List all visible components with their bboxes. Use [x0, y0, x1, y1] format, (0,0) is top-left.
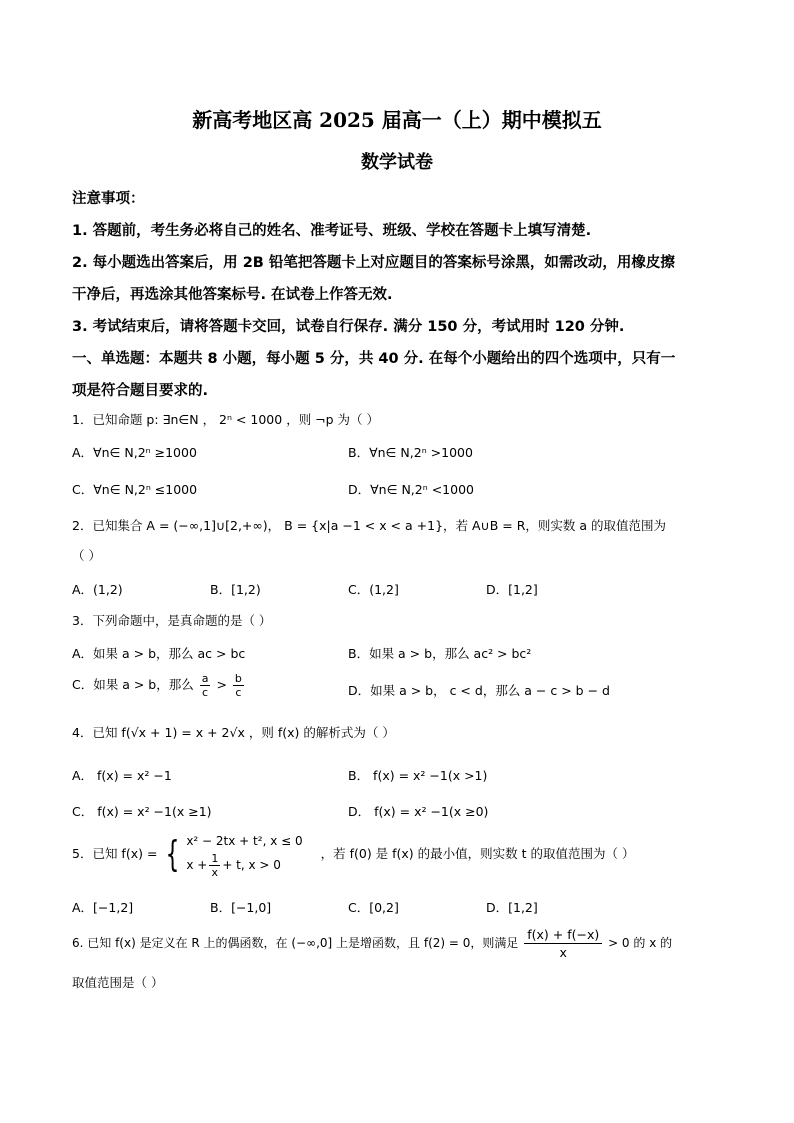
q4-option-c: C． f(x) = x² −1(x ≥1): [72, 804, 212, 819]
q6-stem-suffix: > 0 的 x 的: [608, 936, 673, 950]
note-1: 1. 答题前，考生务必将自己的姓名、准考证号、班级、学校在答题卡上填写清楚.: [72, 223, 592, 239]
q4-stem: 4．已知 f(√x + 1) = x + 2√x ，则 f(x) 的解析式为（ ）: [72, 725, 395, 740]
q2-option-d: D．[1,2]: [486, 582, 538, 597]
q1-option-b: B．∀n∈ N,2ⁿ >1000: [348, 445, 473, 460]
q5-option-c: C．[0,2]: [348, 900, 399, 915]
q2-stem: 2．已知集合 A = (−∞,1]∪[2,+∞)， B = {x|a −1 < x < a +1}，若 A∪B = R，则实数 a 的取值范围为: [72, 518, 666, 533]
note-2-line1: 2. 每小题选出答案后，用 2B 铅笔把答题卡上对应题目的答案标号涂黑，如需改动，用橡皮擦: [72, 255, 675, 271]
piecewise-function: [161, 830, 302, 879]
q6-stem-line2: 取值范围是（ ）: [72, 975, 164, 990]
case-2-prefix: x +: [186, 858, 208, 872]
q6-stem: [72, 926, 672, 961]
q2-option-b: B．[1,2): [210, 582, 261, 597]
fraction-numerator: f(x) + f(−x): [524, 926, 602, 944]
q2-paren: （ ）: [72, 548, 101, 563]
fraction-denominator: x: [559, 945, 567, 960]
piecewise-case-2: [186, 852, 302, 879]
section-heading-line1: 一、单选题：本题共 8 小题，每小题 5 分，共 40 分. 在每个小题给出的四个选项中，只有一: [72, 351, 676, 367]
fraction-1-over-x: [209, 852, 220, 879]
case-2-suffix: + t, x > 0: [222, 858, 281, 872]
section-heading-line2: 项是符合题目要求的.: [72, 383, 209, 399]
q5-stem-suffix: ，若 f(0) 是 f(x) 的最小值，则实数 t 的取值范围为（ ）: [320, 846, 635, 861]
exam-title: 新高考地区高 2025 届高一（上）期中模拟五: [192, 108, 602, 132]
q3-option-c: [72, 672, 246, 699]
q5-option-a: A．[−1,2]: [72, 900, 134, 915]
exam-subtitle: 数学试卷: [361, 152, 433, 173]
q3-option-c-text: C．如果 a > b，那么: [72, 677, 194, 692]
q3-option-b: B．如果 a > b，那么 ac² > bc²: [348, 646, 532, 661]
q4-option-a: A． f(x) = x² −1: [72, 768, 172, 783]
note-2-line2: 干净后，再选涂其他答案标号. 在试卷上作答无效.: [72, 287, 393, 303]
piecewise-case-1: x² − 2tx + t², x ≤ 0: [186, 834, 303, 848]
q3-option-d: D．如果 a > b， c < d，那么 a − c > b − d: [348, 683, 610, 698]
q3-option-a: A．如果 a > b，那么 ac > bc: [72, 646, 246, 661]
q1-stem: 1．已知命题 p: ∃n∈N ， 2ⁿ < 1000 ，则 ¬p 为（ ）: [72, 412, 380, 427]
q4-option-d: D． f(x) = x² −1(x ≥0): [348, 804, 489, 819]
fraction-numerator: a: [201, 672, 209, 685]
left-brace-icon: {: [166, 833, 180, 875]
fraction-b-over-c: [233, 672, 244, 699]
q2-option-a: A．(1,2): [72, 582, 123, 597]
piecewise-cases: [186, 830, 302, 879]
q5-stem-prefix: 5．已知 f(x) =: [72, 846, 158, 861]
q1-option-a: A．∀n∈ N,2ⁿ ≥1000: [72, 445, 197, 460]
fraction-numerator: b: [234, 672, 242, 685]
note-3: 3. 考试结束后，请将答题卡交回，试卷自行保存. 满分 150 分，考试用时 120 分钟.: [72, 319, 625, 335]
fraction-numerator: 1: [211, 852, 219, 865]
notes-heading: 注意事项：: [72, 191, 145, 207]
q5-option-b: B．[−1,0]: [210, 900, 272, 915]
q5-stem: [72, 830, 634, 879]
q1-option-d: D．∀n∈ N,2ⁿ <1000: [348, 482, 474, 497]
fraction-denominator: c: [202, 686, 209, 699]
q1-option-c: C．∀n∈ N,2ⁿ ≤1000: [72, 482, 198, 497]
fraction-a-over-c: [200, 672, 211, 699]
q6-stem-prefix: 6. 已知 f(x) 是定义在 R 上的偶函数，在 (−∞,0] 上是增函数，且 f(2) = 0，则满足: [72, 936, 519, 950]
greater-than-sign: >: [216, 677, 227, 692]
q2-option-c: C．(1,2]: [348, 582, 399, 597]
q5-option-d: D．[1,2]: [486, 900, 538, 915]
q6-fraction: [524, 926, 602, 961]
q3-stem: 3．下列命题中，是真命题的是（ ）: [72, 613, 272, 628]
q4-option-b: B． f(x) = x² −1(x >1): [348, 768, 488, 783]
fraction-denominator: c: [235, 686, 242, 699]
fraction-denominator: x: [211, 866, 219, 879]
